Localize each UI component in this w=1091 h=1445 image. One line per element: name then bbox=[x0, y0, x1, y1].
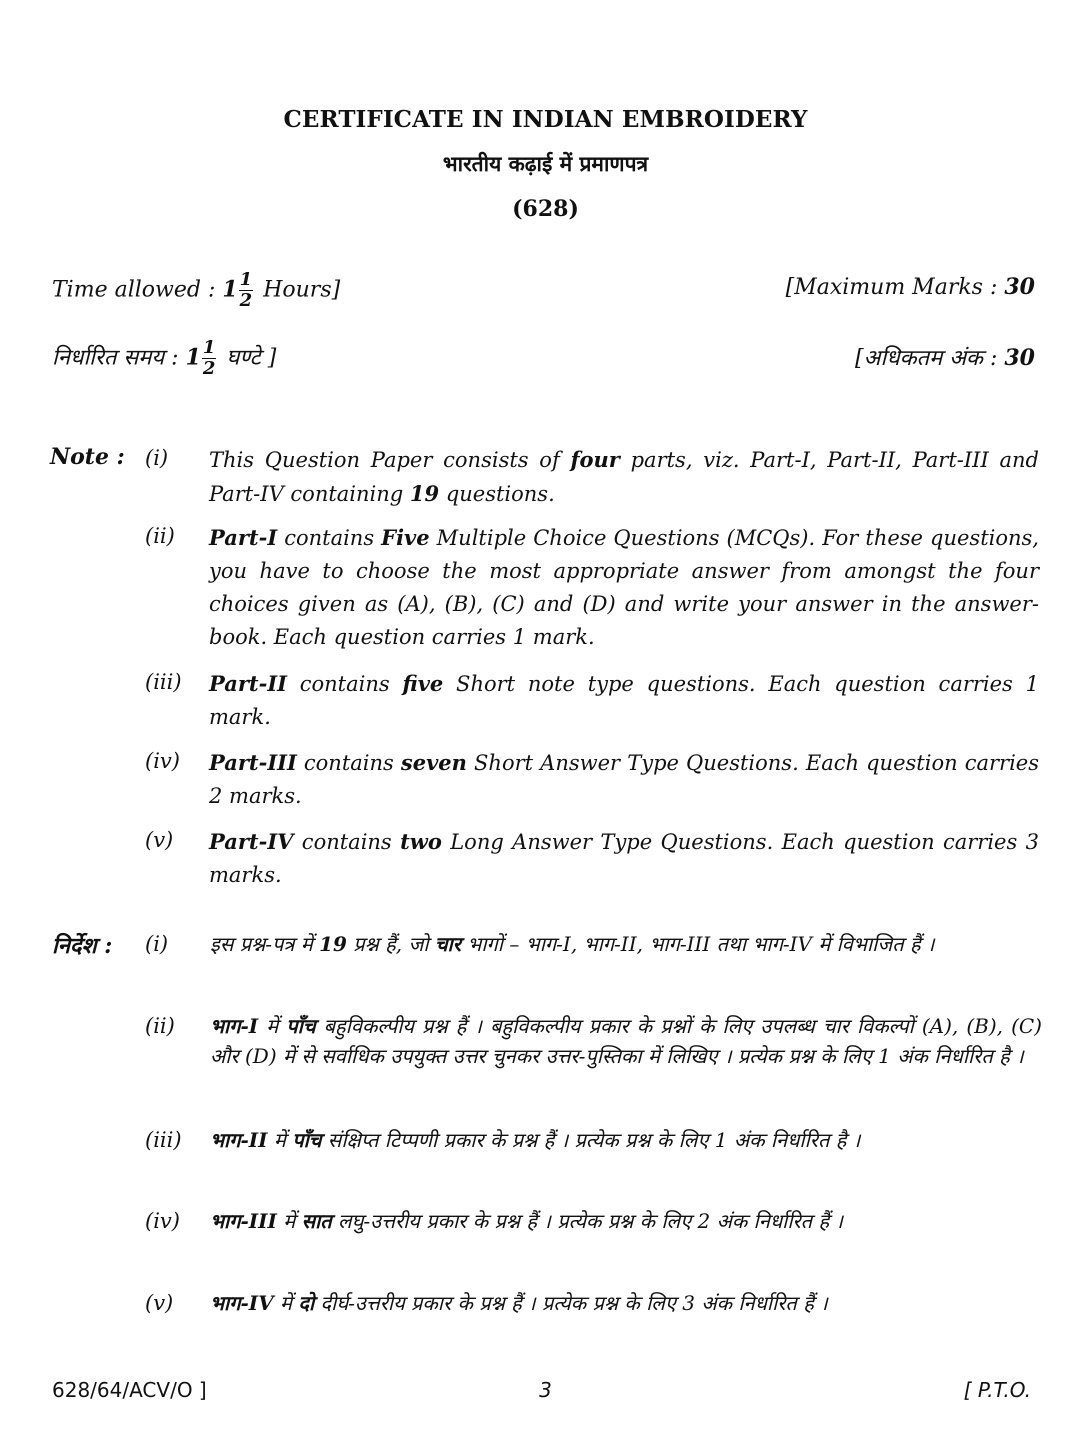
time-fraction bbox=[239, 270, 254, 311]
time-fraction-hindi bbox=[202, 338, 217, 379]
nirdesh-text: भागों – भाग-I, भाग-II, भाग-III तथा भाग-IV में विभाजित हैं । bbox=[460, 932, 935, 956]
note-text: Short note type questions. Each question carries 1 mark. bbox=[209, 672, 1039, 729]
nirdesh-text: लघु-उत्तरीय प्रकार के प्रश्न हैं । प्रत्येक प्रश्न के लिए 2 अंक निर्धारित हैं । bbox=[331, 1209, 843, 1233]
time-whole: 1 bbox=[222, 276, 238, 303]
note-text: contains bbox=[286, 672, 403, 696]
note-emphasis: Part-IV bbox=[209, 829, 294, 854]
note-item-number: (ii) bbox=[145, 524, 175, 548]
note-emphasis: two bbox=[400, 829, 442, 854]
time-fraction-numerator-hindi: 1 bbox=[202, 337, 216, 358]
nirdesh-emphasis: भाग-I bbox=[210, 1014, 259, 1038]
nirdesh-item-number: (v) bbox=[145, 1291, 174, 1315]
note-text: Short Answer Type Questions. Each question carries 2 marks. bbox=[209, 751, 1039, 808]
note-text: questions. bbox=[439, 482, 555, 506]
time-unit: Hours] bbox=[263, 277, 341, 303]
note-emphasis: Part-I bbox=[209, 525, 278, 550]
maximum-marks bbox=[786, 274, 1035, 300]
nirdesh-text: संक्षिप्त टिप्पणी प्रकार के प्रश्न हैं । प्रत्येक प्रश्न के लिए 1 अंक निर्धारित है । bbox=[321, 1128, 861, 1152]
nirdesh-item-text bbox=[210, 1011, 1042, 1071]
time-whole-hindi: 1 bbox=[185, 344, 201, 371]
time-allowed-hindi bbox=[52, 338, 276, 379]
nirdesh-text: में bbox=[267, 1128, 293, 1152]
nirdesh-text: में bbox=[276, 1209, 302, 1233]
nirdesh-item-text bbox=[210, 1288, 1042, 1318]
nirdesh-text: इस प्रश्न-पत्र में bbox=[210, 932, 320, 956]
nirdesh-emphasis: चार bbox=[434, 932, 461, 956]
nirdesh-text: प्रश्न हैं, जो bbox=[346, 932, 435, 956]
note-item-text bbox=[209, 443, 1039, 511]
note-item-number: (iii) bbox=[145, 670, 182, 694]
footer-pto: [ P.T.O. bbox=[963, 1378, 1031, 1402]
note-item-text bbox=[209, 746, 1039, 813]
note-text: This Question Paper consists of bbox=[209, 448, 571, 472]
nirdesh-emphasis: 19 bbox=[319, 932, 347, 956]
nirdesh-text: दीर्घ-उत्तरीय प्रकार के प्रश्न हैं । प्रत्येक प्रश्न के लिए 3 अंक निर्धारित हैं । bbox=[314, 1291, 828, 1315]
nirdesh-emphasis: पाँच bbox=[292, 1128, 322, 1152]
time-allowed bbox=[52, 270, 340, 311]
note-text: Long Answer Type Questions. Each question carries 3 marks. bbox=[209, 830, 1039, 887]
note-text: Multiple Choice Questions (MCQs). For these questions, you have to choose the most appropriate answer from amongst the four choices given as (A), (B), (C) and (D) and write your answer in the answer-book. Each question carries 1 mark. bbox=[209, 526, 1039, 649]
nirdesh-label: निर्देश : bbox=[52, 933, 113, 959]
note-emphasis: Part-II bbox=[209, 671, 287, 696]
nirdesh-text: में bbox=[258, 1014, 287, 1038]
note-emphasis: four bbox=[570, 447, 620, 472]
time-fraction-denominator: 2 bbox=[239, 290, 253, 311]
note-text: parts, viz. Part-I, Part-II, Part-III and Part-IV containing bbox=[209, 448, 1039, 506]
nirdesh-emphasis: पाँच bbox=[286, 1014, 316, 1038]
note-text: contains bbox=[293, 830, 401, 854]
note-label: Note : bbox=[50, 444, 125, 470]
paper-code: (628) bbox=[512, 196, 579, 222]
note-emphasis: Five bbox=[381, 525, 430, 550]
page-number: 3 bbox=[539, 1378, 552, 1402]
nirdesh-item-text bbox=[210, 1125, 1042, 1155]
note-item-text bbox=[209, 825, 1039, 892]
nirdesh-item-text bbox=[210, 1206, 1042, 1236]
nirdesh-item-number: (ii) bbox=[145, 1014, 175, 1038]
note-item-number: (i) bbox=[145, 446, 169, 470]
note-item-text bbox=[209, 667, 1039, 734]
max-marks-label-hindi: [अधिकतम अंक : bbox=[855, 346, 998, 371]
time-unit-hindi: घण्टे ] bbox=[226, 345, 277, 371]
paper-title-hindi: भारतीय कढ़ाई में प्रमाणपत्र bbox=[442, 151, 649, 176]
note-emphasis: five bbox=[402, 671, 444, 696]
note-emphasis: seven bbox=[400, 750, 467, 775]
note-text: contains bbox=[277, 526, 382, 550]
time-label-hindi: निर्धारित समय : bbox=[52, 345, 179, 371]
nirdesh-item-number: (iv) bbox=[145, 1209, 180, 1233]
note-emphasis: 19 bbox=[409, 481, 440, 506]
time-fraction-denominator-hindi: 2 bbox=[202, 358, 216, 379]
nirdesh-text: में bbox=[273, 1291, 299, 1315]
nirdesh-emphasis: भाग-II bbox=[210, 1128, 268, 1152]
max-marks-label: [Maximum Marks : bbox=[785, 275, 998, 300]
max-marks-value-hindi: 30 bbox=[1004, 345, 1035, 371]
nirdesh-emphasis: भाग-III bbox=[210, 1209, 277, 1233]
note-item-number: (iv) bbox=[145, 749, 180, 773]
nirdesh-item-text bbox=[210, 929, 1042, 959]
paper-title: CERTIFICATE IN INDIAN EMBROIDERY bbox=[283, 106, 808, 133]
note-item-text bbox=[209, 521, 1039, 654]
footer-paper-code: 628/64/ACV/O ] bbox=[52, 1378, 207, 1402]
nirdesh-emphasis: दो bbox=[298, 1291, 315, 1315]
max-marks-value: 30 bbox=[1004, 274, 1035, 300]
note-text: contains bbox=[296, 751, 401, 775]
nirdesh-item-number: (i) bbox=[145, 932, 169, 956]
nirdesh-emphasis: भाग-IV bbox=[210, 1291, 274, 1315]
time-label: Time allowed : bbox=[52, 277, 216, 303]
nirdesh-item-number: (iii) bbox=[145, 1128, 182, 1152]
maximum-marks-hindi bbox=[855, 342, 1035, 372]
note-emphasis: Part-III bbox=[209, 750, 297, 775]
nirdesh-emphasis: सात bbox=[301, 1209, 332, 1233]
time-fraction-numerator: 1 bbox=[239, 269, 253, 290]
note-item-number: (v) bbox=[145, 828, 174, 852]
nirdesh-text: बहुविकल्पीय प्रश्न हैं । बहुविकल्पीय प्रकार के प्रश्नों के लिए उपलब्ध चार विकल्पों (A), (B), (C) और (D) में से सर्वाधिक उपयुक्त उत्तर चुनकर उत्तर-पुस्तिका में लिखिए । प्रत्येक प्रश्न के लिए 1 अंक निर्धारित है । bbox=[210, 1014, 1042, 1068]
